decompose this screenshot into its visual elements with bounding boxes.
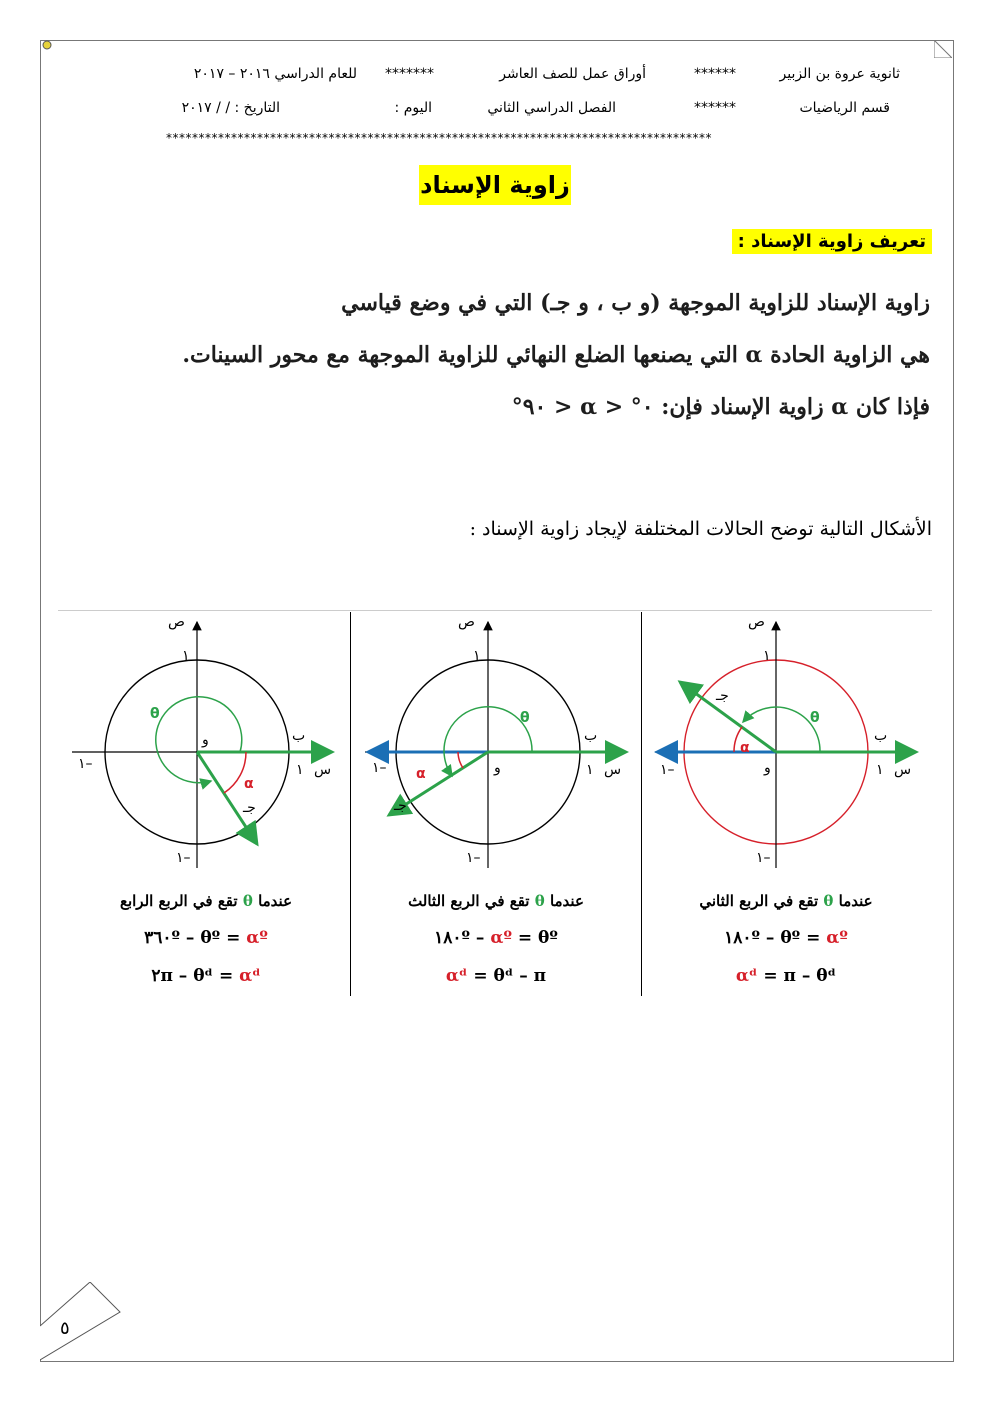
- point-b-label: ب: [292, 728, 306, 744]
- page-number: ٥: [60, 1318, 70, 1339]
- day-field: اليوم :: [394, 100, 432, 116]
- definition-line-2: هي الزاوية الحادة α التي يصنعها الضلع النهائي للزاوية الموجهة مع محور السينات.: [182, 342, 930, 368]
- origin-label: و: [764, 760, 771, 776]
- terminal-side: [197, 752, 257, 844]
- point-j-label: جـ: [394, 798, 407, 814]
- formula-radians-second: αᵈ = π – θᵈ: [735, 966, 837, 986]
- separator: ******: [694, 66, 736, 82]
- alpha-label: α: [244, 776, 254, 792]
- caption-second-quadrant: عندما θ تقع في الربع الثاني: [699, 892, 873, 910]
- semester: الفصل الدراسي الثاني: [487, 100, 616, 116]
- formula-degrees-fourth: αº = ٣٦٠º – θº: [144, 928, 268, 948]
- definition-heading: تعريف زاوية الإسناد :: [732, 229, 932, 254]
- school-year: للعام الدراسي ٢٠١٦ – ٢٠١٧: [193, 66, 357, 82]
- formula-radians-third: αᵈ = θᵈ – π: [445, 966, 547, 986]
- date-field: التاريخ : / / ٢٠١٧: [181, 100, 280, 116]
- diagram-second-quadrant: [655, 622, 916, 868]
- alpha-arc: [224, 752, 246, 793]
- label-one-top: ١: [763, 648, 771, 664]
- intro-text: الأشكال التالية توضح الحالات المختلفة لإيجاد زاوية الإسناد :: [469, 518, 932, 540]
- diagrams-svg: [0, 600, 992, 900]
- stars-divider: ************************************************************************************: [166, 131, 712, 145]
- label-minus-one-bottom: ١–: [756, 850, 771, 866]
- label-one-right: ١: [586, 762, 594, 778]
- point-b-label: ب: [584, 728, 598, 744]
- label-minus-one-bottom: ١–: [466, 850, 481, 866]
- caption-fourth-quadrant: عندما θ تقع في الربع الرابع: [119, 892, 293, 910]
- separator: *******: [385, 66, 434, 82]
- pin-icon: [40, 38, 54, 52]
- label-one-right: ١: [876, 762, 884, 778]
- caption-third-quadrant: عندما θ تقع في الربع الثالث: [408, 892, 584, 910]
- page-title: زاوية الإسناد: [419, 165, 571, 205]
- x-axis-label: س: [314, 762, 332, 778]
- worksheet-title: أوراق عمل للصف العاشر: [499, 66, 646, 82]
- label-minus-one-left: ١–: [660, 762, 675, 778]
- school-name: ثانوية عروة بن الزبير: [779, 66, 900, 82]
- alpha-label: α: [416, 766, 426, 782]
- theta-arc: [156, 697, 242, 783]
- label-one-top: ١: [473, 648, 481, 664]
- y-axis-label: ص: [168, 614, 185, 630]
- diagram-third-quadrant: [365, 622, 626, 868]
- y-axis-label: ص: [748, 614, 765, 630]
- theta-arc: [743, 707, 820, 752]
- theta-label: θ: [520, 710, 530, 726]
- definition-line-1: زاوية الإسناد للزاوية الموجهة (و ب ، و جـ) التي في وضع قياسي: [341, 290, 930, 316]
- formula-radians-fourth: αᵈ = ٢π – θᵈ: [151, 966, 261, 986]
- x-axis-label: س: [604, 762, 622, 778]
- label-minus-one-bottom: ١–: [176, 850, 191, 866]
- point-j-label: جـ: [243, 800, 256, 816]
- page-number-badge: [40, 1282, 124, 1362]
- separator: ******: [694, 100, 736, 116]
- label-one-right: ١: [296, 762, 304, 778]
- department: قسم الرياضيات: [799, 100, 890, 116]
- point-b-label: ب: [874, 728, 888, 744]
- folded-corner: [934, 40, 952, 58]
- y-axis-label: ص: [458, 614, 475, 630]
- label-minus-one-left: ١–: [78, 756, 93, 772]
- point-j-label: جـ: [716, 688, 729, 704]
- label-minus-one-left: ١–: [372, 760, 387, 776]
- label-one-top: ١: [182, 648, 190, 664]
- alpha-arc: [458, 752, 463, 768]
- formula-degrees-third: αº = θº – ١٨٠º: [434, 928, 558, 948]
- definition-line-3: فإذا كان α زاوية الإسناد فإن: ٠° < α < ٩٠°: [511, 394, 930, 420]
- theta-label: θ: [150, 706, 160, 722]
- origin-label: و: [202, 732, 209, 748]
- theta-label: θ: [810, 710, 820, 726]
- alpha-label: α: [740, 740, 750, 756]
- formula-degrees-second: αº = ١٨٠º – θº: [724, 928, 848, 948]
- origin-label: و: [494, 760, 501, 776]
- x-axis-label: س: [894, 762, 912, 778]
